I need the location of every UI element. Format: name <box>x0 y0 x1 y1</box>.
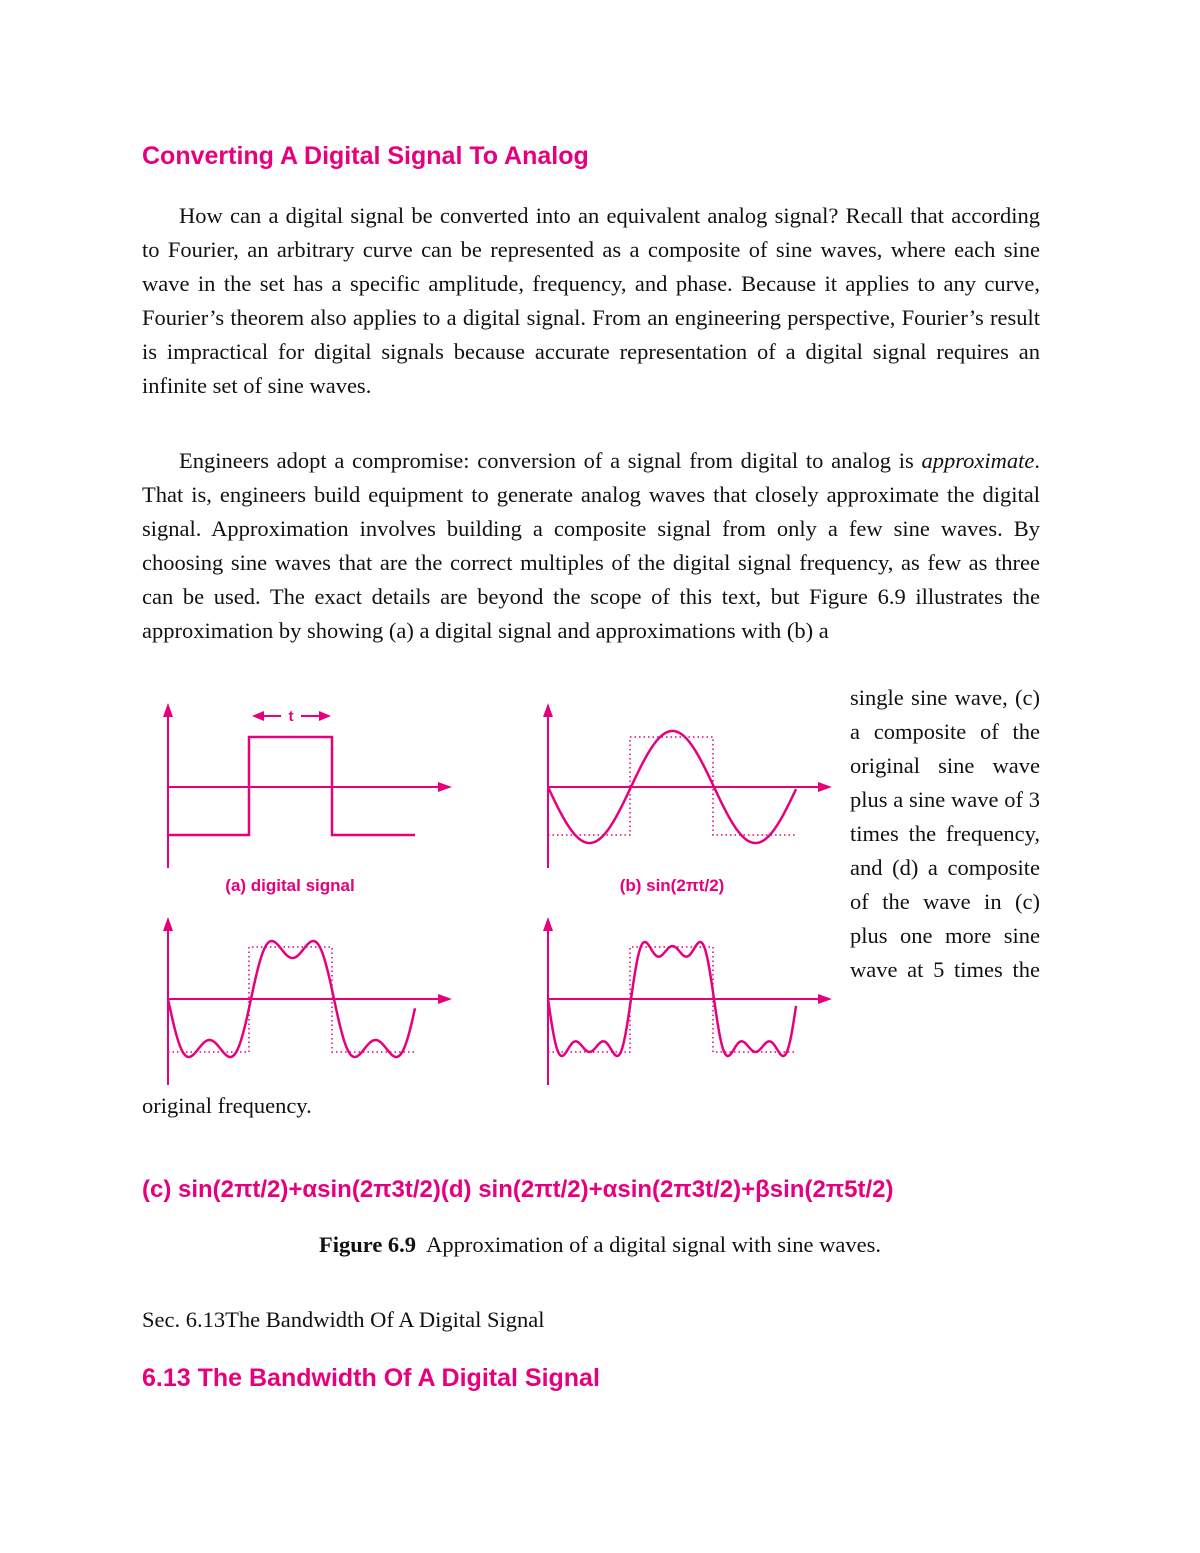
panel-b-y-arrow <box>543 703 553 717</box>
section-running-line: Sec. 6.13The Bandwidth Of A Digital Signal <box>142 1307 545 1332</box>
figure-formulas: (c) sin(2πt/2)+αsin(2π3t/2)(d) sin(2πt/2)+αsin(2π3t/2)+βsin(2π5t/2) <box>142 1176 894 1203</box>
panel-d-y-arrow <box>543 917 553 931</box>
section-heading-bandwidth: 6.13 The Bandwidth Of A Digital Signal <box>142 1364 600 1392</box>
paragraph-fourier: How can a digital signal be converted into an equivalent analog signal? Recall that according to Fourier, an arbitrary curve can be represented as a composite of sine waves, where each sine wave in the set has a specific amplitude, frequency, and phase. Because it applies to any curve, Fourier’s theorem also applies to a digital signal. From an engineering perspective, Fourier’s result is impractical for digital signals because accurate representation of a digital signal requires an infinite set of sine waves. <box>142 203 1040 398</box>
panel-b-x-arrow <box>818 782 832 792</box>
figure-6-9 <box>150 690 840 1090</box>
emphasis-approximate: approximate <box>921 448 1035 473</box>
panel-a-y-arrow <box>163 703 173 717</box>
panel-c-x-arrow <box>438 994 452 1004</box>
wrapped-side-text: single sine wave, (c) a composite of the original sine wave plus a sine wave of 3 times the frequency, and (d) a composite of the wave in (c) plus one more sine wave at 5 times the <box>850 685 1040 982</box>
paragraph-approximation <box>142 444 1040 648</box>
panel-a-x-arrow <box>438 782 452 792</box>
panel-b-label: (b) sin(2πt/2) <box>619 876 725 895</box>
panel-d-x-arrow <box>818 994 832 1004</box>
panel-d-three-sines <box>543 917 832 1085</box>
period-label: t <box>288 708 294 725</box>
panel-c-two-sines <box>163 917 452 1085</box>
figure-caption <box>0 1228 1200 1262</box>
panel-a-label: (a) digital signal <box>225 876 355 895</box>
figure-caption-label: Figure 6.9 <box>318 1232 417 1257</box>
period-arrow-left <box>252 711 264 721</box>
paragraph-approximation-start: Engineers adopt a compromise: conversion of a signal from digital to analog is <box>179 448 922 473</box>
panel-c-y-arrow <box>163 917 173 931</box>
panel-a-digital-signal <box>163 703 452 895</box>
paragraph-approximation-end: . That is, engineers build equipment to generate analog waves that closely approximate the digital signal. Approximation involves building a composite signal from only a few sine waves. By choosing sine waves that are the correct multiples of the digital signal frequency, as few as three can be used. The exact details are beyond the scope of this text, but Figure 6.9 illustrates the approximation by showing (a) a digital signal and approximations with (b) a <box>142 448 1040 643</box>
wrapped-tail-text: original frequency. <box>142 1093 312 1118</box>
section-heading: Converting A Digital Signal To Analog <box>142 142 589 170</box>
figure-caption-text: Approximation of a digital signal with sine waves. <box>426 1232 881 1257</box>
panel-b-single-sine <box>543 703 832 895</box>
period-arrow-right <box>319 711 331 721</box>
